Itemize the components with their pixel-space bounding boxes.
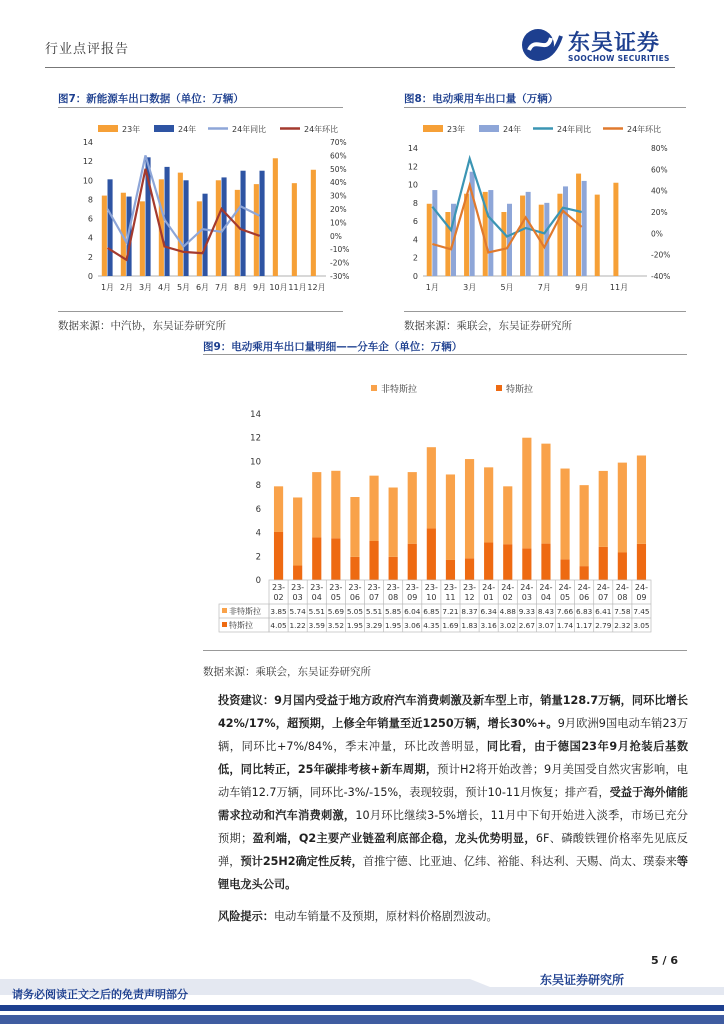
- fig9-bar-non-tesla: [599, 471, 608, 547]
- fig9-x-tick-year: 24-: [558, 583, 572, 592]
- fig8-x-tick: 9月: [575, 283, 589, 292]
- logo-english-name: SOOCHOW SECURITIES: [568, 54, 670, 63]
- advice-sentence-10: 首推宁德、比亚迪、亿纬、裕能、科达利、天赐、尚太、璞泰来: [362, 855, 677, 868]
- fig7-yright-tick: -20%: [330, 258, 350, 268]
- fig9-data-label: 3.02: [499, 621, 516, 630]
- fig9-data-label: 3.85: [270, 607, 287, 616]
- fig9-y-tick: 14: [250, 410, 261, 420]
- fig9-bar-tesla: [618, 552, 627, 580]
- fig9-data-label: 2.67: [518, 621, 535, 630]
- fig9-x-tick-month: 07: [368, 593, 380, 602]
- fig8-legend-label: 23年: [447, 125, 466, 134]
- fig9-x-tick-month: 11: [445, 593, 456, 602]
- fig7-legend-label: 24年同比: [232, 125, 267, 134]
- fig8-legend-swatch: [423, 125, 443, 132]
- fig9-x-tick-year: 23-: [348, 583, 362, 592]
- fig9-bar-tesla: [389, 557, 398, 580]
- fig9-bar-non-tesla: [331, 471, 340, 538]
- fig9-x-tick-year: 24-: [634, 583, 648, 592]
- fig9-bar-tesla: [350, 557, 359, 580]
- fig8-bar-24: [432, 190, 437, 276]
- fig7-x-tick: 9月: [252, 283, 267, 292]
- fig9-bar-tesla: [522, 548, 531, 580]
- fig8-bar-23: [595, 195, 600, 276]
- fig9-y-tick: 12: [250, 433, 261, 444]
- fig9-x-tick-year: 23-: [310, 583, 324, 592]
- fig9-data-label: 3.05: [633, 621, 650, 630]
- fig9-data-label: 3.16: [480, 621, 497, 630]
- fig7-bar-23: [197, 201, 202, 276]
- fig7-yleft-tick: 10: [82, 176, 93, 186]
- fig9-bar-non-tesla: [580, 485, 589, 566]
- fig8-x-tick: 3月: [463, 283, 477, 292]
- fig7-yright-tick: -30%: [330, 272, 350, 281]
- fig8-bar-23: [520, 196, 525, 276]
- fig9-x-tick-year: 24-: [501, 583, 515, 592]
- fig9-x-tick-year: 24-: [596, 583, 610, 592]
- fig7-yright-tick: 70%: [330, 138, 347, 147]
- fig9-x-tick-month: 05: [559, 593, 571, 602]
- fig9-data-label: 6.04: [404, 607, 421, 616]
- fig9-x-tick-month: 04: [311, 593, 322, 602]
- fig9-x-tick-month: 02: [273, 593, 284, 602]
- fig7-yleft-tick: 0: [87, 272, 93, 281]
- fig9-data-label: 1.95: [346, 621, 364, 630]
- fig9-bar-non-tesla: [618, 463, 627, 553]
- fig9-bar-non-tesla: [350, 497, 359, 557]
- fig9-bar-non-tesla: [408, 472, 417, 544]
- fig8-yright-tick: -20%: [651, 250, 671, 260]
- fig8-bar-24: [563, 186, 568, 276]
- fig9-bar-tesla: [637, 544, 646, 580]
- fig7-x-tick: 11月: [288, 283, 307, 292]
- fig9-data-label: 5.69: [327, 607, 344, 616]
- fig7-bar-23: [254, 184, 259, 276]
- fig9-data-label: 1.74: [556, 621, 574, 630]
- fig8-yright-tick: 20%: [651, 208, 668, 217]
- fig9-bar-non-tesla: [484, 467, 493, 542]
- fig7-yright-tick: 30%: [330, 191, 347, 201]
- risk-paragraph: [218, 905, 688, 928]
- fig7-bar-24: [108, 179, 113, 276]
- logo-chinese-name: 东吴证券: [568, 31, 661, 56]
- footer-disclaimer: 请务必阅读正文之后的免责声明部分: [12, 988, 188, 1001]
- risk-text: 电动车销量不及预期，原材料价格剧烈波动。: [273, 910, 498, 923]
- fig7-x-tick: 12月: [307, 283, 326, 292]
- fig7-yright-tick: 20%: [330, 205, 347, 214]
- fig7-caption: 图7：新能源车出口数据（单位：万辆）: [58, 93, 244, 105]
- fig9-row-label: 特斯拉: [229, 621, 253, 630]
- fig7-x-tick: 6月: [195, 283, 210, 292]
- fig9-bottom-rule: [203, 650, 687, 651]
- fig9-x-tick-year: 23-: [405, 583, 419, 592]
- fig9-x-tick-month: 09: [407, 593, 418, 602]
- fig8-bar-24: [582, 181, 587, 276]
- fig7-yright-tick: -10%: [330, 245, 350, 255]
- fig9-x-tick-year: 24-: [539, 583, 553, 592]
- fig9-legend-swatch: [371, 385, 377, 391]
- fig8-x-tick: 11月: [609, 283, 629, 292]
- fig7-bar-23: [178, 173, 183, 276]
- fig9-data-label: 3.52: [327, 621, 344, 630]
- fig9-x-tick-year: 24-: [615, 583, 629, 592]
- fig9-x-tick-year: 24-: [520, 583, 534, 592]
- fig9-data-label: 7.58: [614, 607, 631, 616]
- fig7-bar-24: [184, 180, 189, 276]
- fig8-chart: [397, 110, 697, 306]
- fig9-x-tick-month: 12: [464, 593, 475, 602]
- fig9-x-tick-year: 23-: [424, 583, 438, 592]
- fig8-yright-tick: -40%: [651, 272, 671, 281]
- advice-sentence-1: 9月国内受益于地方政府汽车消费刺激及新车型上市，销量128.7万辆，同环比增长42%/17%，超预期，上修全年销量至近1250万辆，增长30%+。: [218, 694, 688, 730]
- advice-sentence-4: 预计H2将开始改善；9月美国受自然灾害影响，电动车销12.7万辆，同环比-3%/-15%，表现较弱，预计10-11月恢复；排产看，: [218, 763, 688, 799]
- fig8-caption: 图8：电动乘用车出口量（万辆）: [404, 93, 559, 105]
- fig9-data-label: 3.06: [404, 621, 421, 630]
- fig7-bar-23: [235, 190, 240, 276]
- fig8-legend-label: 24年同比: [557, 125, 592, 134]
- fig9-x-tick-month: 06: [579, 593, 590, 602]
- fig7-yright-tick: 10%: [330, 218, 347, 228]
- fig9-data-label: 8.43: [537, 607, 555, 616]
- fig9-bar-non-tesla: [274, 486, 283, 532]
- fig8-bar-24: [488, 190, 493, 276]
- fig7-top-rule: [58, 107, 343, 108]
- fig9-bar-tesla: [293, 566, 302, 580]
- fig9-data-label: 9.33: [518, 607, 535, 616]
- fig9-bar-non-tesla: [503, 486, 512, 544]
- fig9-bar-non-tesla: [541, 444, 550, 544]
- fig9-bar-tesla: [312, 537, 321, 580]
- fig9-data-label: 1.69: [442, 621, 459, 630]
- fig9-x-tick-year: 24-: [577, 583, 591, 592]
- fig9-y-tick: 10: [250, 457, 261, 468]
- fig9-bar-non-tesla: [369, 476, 378, 541]
- investment-advice-paragraph: [218, 689, 688, 896]
- fig7-yleft-tick: 12: [82, 157, 93, 167]
- fig9-row-swatch: [222, 608, 227, 613]
- fig9-y-tick: 8: [255, 481, 261, 492]
- fig7-bar-23: [140, 201, 145, 276]
- fig9-x-tick-year: 23-: [463, 583, 477, 592]
- page-number: 5 / 6: [651, 954, 678, 967]
- fig7-bar-23: [311, 170, 316, 276]
- fig8-yright-tick: 80%: [651, 144, 668, 153]
- fig7-x-tick: 7月: [214, 283, 229, 292]
- fig7-bar-23: [292, 183, 297, 276]
- fig8-legend-label: 24年: [503, 125, 522, 134]
- fig8-yleft-tick: 0: [412, 272, 418, 281]
- fig9-data-label: 2.32: [614, 621, 631, 630]
- fig7-bar-23: [102, 196, 107, 276]
- fig9-x-tick-month: 01: [483, 593, 494, 602]
- fig7-legend-label: 23年: [122, 125, 141, 134]
- fig7-source: 数据来源：中汽协，东吴证券研究所: [58, 320, 226, 332]
- fig7-x-tick: 3月: [138, 283, 153, 292]
- advice-sentence-5: 受益于海外储能需求拉动和汽车消费刺激，: [218, 786, 688, 822]
- advice-sentence-9: 预计25H2确定性反转，: [240, 855, 363, 868]
- fig9-bar-non-tesla: [522, 438, 531, 549]
- fig7-yleft-tick: 8: [87, 195, 93, 205]
- fig9-bar-non-tesla: [293, 497, 302, 565]
- fig9-data-label: 6.34: [480, 607, 497, 616]
- fig9-x-tick-month: 08: [388, 593, 399, 602]
- fig9-x-tick-month: 10: [426, 593, 437, 602]
- fig9-x-tick-month: 08: [617, 593, 628, 602]
- fig9-bar-tesla: [274, 532, 283, 580]
- fig9-bar-tesla: [446, 560, 455, 580]
- fig7-x-tick: 4月: [157, 283, 172, 292]
- fig7-legend-label: 24年环比: [304, 125, 339, 134]
- fig9-x-tick-year: 23-: [291, 583, 305, 592]
- fig9-bar-non-tesla: [446, 474, 455, 559]
- fig9-data-label: 1.22: [289, 621, 306, 630]
- advice-sentence-11: 等锂电龙头公司。: [218, 855, 688, 891]
- fig8-legend-swatch: [479, 125, 499, 132]
- fig9-x-tick-year: 23-: [443, 583, 457, 592]
- fig8-bar-23: [557, 194, 562, 276]
- fig8-x-tick: 1月: [425, 283, 439, 292]
- fig8-bar-24: [526, 192, 531, 276]
- fig9-source: 数据来源：乘联会，东吴证券研究所: [203, 666, 371, 678]
- fig8-bar-23: [613, 183, 618, 276]
- fig9-bar-tesla: [503, 544, 512, 580]
- advice-sentence-6: 10月环比继续3-5%增长，11月中下旬开始进入淡季，市场已充分预期；: [218, 809, 688, 845]
- fig9-data-label: 4.05: [270, 621, 287, 630]
- advice-sentence-2: 9月欧洲9国电动车销23万辆，同环比+7%/84%，季末冲量，环比改善明显，: [218, 717, 688, 753]
- fig9-row-swatch: [222, 622, 227, 627]
- fig9-chart: [203, 358, 687, 648]
- fig9-bar-non-tesla: [312, 472, 321, 537]
- fig9-bar-tesla: [541, 544, 550, 580]
- fig9-data-label: 3.07: [537, 621, 555, 630]
- fig9-bar-non-tesla: [465, 459, 474, 558]
- fig8-bar-23: [445, 212, 450, 276]
- fig8-yright-tick: 0%: [651, 229, 663, 239]
- fig9-x-tick-year: 24-: [482, 583, 496, 592]
- fig9-y-tick: 6: [255, 504, 261, 515]
- fig9-legend-swatch: [496, 385, 502, 391]
- advice-sentence-8: 6F、磷酸铁锂价格率先见底反弹，: [218, 832, 688, 868]
- fig8-bar-23: [501, 212, 506, 276]
- fig9-x-tick-month: 04: [540, 593, 552, 602]
- fig7-x-tick: 10月: [269, 283, 288, 292]
- fig9-bar-non-tesla: [427, 447, 436, 528]
- fig9-data-label: 6.83: [576, 607, 593, 616]
- fig8-x-tick: 5月: [500, 283, 514, 292]
- fig8-x-tick: 7月: [537, 283, 551, 292]
- fig7-yleft-tick: 6: [87, 214, 93, 224]
- fig8-bar-23: [427, 204, 432, 276]
- fig7-yright-tick: 50%: [330, 164, 347, 174]
- fig9-bar-non-tesla: [560, 469, 569, 560]
- advice-sentence-3: 同比看，由于德国23年9月抢装后基数低，同比转正，25年碳排考核+新车周期，: [218, 740, 689, 776]
- fig7-x-tick: 8月: [233, 283, 248, 292]
- fig8-legend-label: 24年环比: [627, 125, 662, 134]
- fig9-x-tick-month: 03: [521, 593, 532, 602]
- fig7-yleft-tick: 4: [87, 233, 93, 243]
- fig8-yleft-tick: 14: [407, 144, 418, 153]
- fig9-data-label: 7.66: [556, 607, 574, 616]
- fig7-x-tick: 2月: [119, 283, 134, 292]
- fig7-yright-tick: 60%: [330, 151, 347, 161]
- fig8-bar-23: [464, 194, 469, 276]
- fig7-yright-tick: 40%: [330, 178, 347, 188]
- fig9-data-label: 3.59: [308, 621, 325, 630]
- fig9-bar-tesla: [580, 566, 589, 580]
- fig9-x-tick-month: 06: [349, 593, 361, 602]
- fig9-data-label: 7.45: [633, 607, 650, 616]
- fig9-data-label: 3.29: [365, 621, 383, 630]
- fig9-bar-non-tesla: [637, 456, 646, 544]
- fig9-legend-label: 特斯拉: [506, 385, 534, 395]
- fig9-data-label: 2.79: [595, 621, 612, 630]
- footer-institute: 东吴证券研究所: [540, 973, 625, 987]
- fig7-yleft-tick: 14: [82, 138, 93, 147]
- fig8-yleft-tick: 6: [412, 217, 418, 227]
- fig8-yleft-tick: 8: [412, 198, 418, 208]
- fig9-data-label: 5.05: [346, 607, 364, 616]
- fig9-y-tick: 4: [255, 528, 261, 539]
- fig9-bar-tesla: [369, 541, 378, 580]
- fig7-bar-24: [203, 194, 208, 276]
- fig9-data-label: 8.37: [461, 607, 478, 616]
- fig9-x-tick-month: 03: [292, 593, 303, 602]
- fig9-x-tick-month: 09: [636, 593, 647, 602]
- fig9-x-tick-year: 23-: [367, 583, 381, 592]
- fig8-source: 数据来源：乘联会，东吴证券研究所: [404, 320, 572, 332]
- fig9-x-tick-year: 23-: [329, 583, 343, 592]
- fig9-bar-tesla: [599, 547, 608, 580]
- fig7-x-tick: 1月: [100, 283, 115, 292]
- fig9-bar-tesla: [484, 543, 493, 580]
- fig8-yleft-tick: 10: [407, 180, 418, 190]
- fig9-data-label: 5.51: [365, 607, 383, 616]
- advice-sentence-7: 盈利端，Q2主要产业链盈利底部企稳，龙头优势明显，: [252, 832, 536, 845]
- fig7-bar-24: [241, 171, 246, 276]
- fig7-yleft-tick: 2: [87, 252, 93, 262]
- fig9-data-label: 5.51: [308, 607, 325, 616]
- fig9-data-label: 6.85: [423, 607, 440, 616]
- fig9-bar-tesla: [465, 558, 474, 580]
- investment-advice-lead: 投资建议：: [218, 694, 275, 707]
- fig7-legend-label: 24年: [178, 125, 197, 134]
- fig9-bar-tesla: [560, 559, 569, 580]
- fig9-y-tick: 2: [255, 552, 261, 563]
- fig9-x-tick-month: 07: [598, 593, 609, 602]
- fig9-data-label: 1.95: [385, 621, 402, 630]
- fig8-bottom-rule: [404, 311, 686, 312]
- fig9-x-tick-year: 23-: [272, 583, 286, 592]
- fig9-data-label: 4.35: [423, 621, 440, 630]
- fig9-data-label: 5.74: [289, 607, 306, 616]
- fig9-x-tick-month: 02: [502, 593, 513, 602]
- fig9-data-label: 4.88: [499, 607, 516, 616]
- fig9-x-tick-month: 05: [330, 593, 341, 602]
- soochow-logo-icon: [521, 28, 563, 62]
- fig7-bar-23: [216, 180, 221, 276]
- fig9-bar-tesla: [408, 544, 417, 580]
- header-rule: [45, 67, 675, 68]
- risk-lead: 风险提示：: [218, 910, 274, 923]
- fig9-data-label: 5.85: [385, 607, 402, 616]
- fig7-bottom-rule: [58, 311, 343, 312]
- fig7-legend-swatch: [98, 125, 118, 132]
- fig9-data-label: 6.41: [595, 607, 612, 616]
- fig9-caption: 图9：电动乘用车出口量明细——分车企（单位：万辆）: [203, 341, 463, 353]
- fig7-legend-swatch: [154, 125, 174, 132]
- fig9-y-tick: 0: [255, 576, 261, 586]
- fig8-yleft-tick: 4: [412, 235, 418, 245]
- fig8-top-rule: [404, 107, 686, 108]
- fig9-bar-non-tesla: [389, 488, 398, 557]
- fig9-data-label: 1.83: [461, 621, 478, 630]
- fig8-yright-tick: 40%: [651, 186, 668, 196]
- fig8-yleft-tick: 12: [407, 162, 418, 172]
- fig7-bar-23: [273, 158, 278, 276]
- fig7-x-tick: 5月: [176, 283, 191, 292]
- fig9-top-rule: [203, 354, 687, 355]
- fig7-yright-tick: 0%: [330, 231, 342, 241]
- fig9-data-label: 1.17: [576, 621, 593, 630]
- fig9-bar-tesla: [427, 528, 436, 580]
- fig9-x-tick-year: 23-: [386, 583, 400, 592]
- fig8-yright-tick: 60%: [651, 165, 668, 175]
- report-type-title: 行业点评报告: [45, 42, 130, 57]
- fig9-row-label: 非特斯拉: [229, 607, 261, 616]
- fig9-legend-label: 非特斯拉: [381, 385, 418, 395]
- fig8-yleft-tick: 2: [412, 253, 418, 263]
- fig9-data-label: 7.21: [442, 607, 459, 616]
- fig7-chart: [58, 110, 370, 306]
- fig9-bar-tesla: [331, 538, 340, 580]
- fig7-bar-24: [260, 171, 265, 276]
